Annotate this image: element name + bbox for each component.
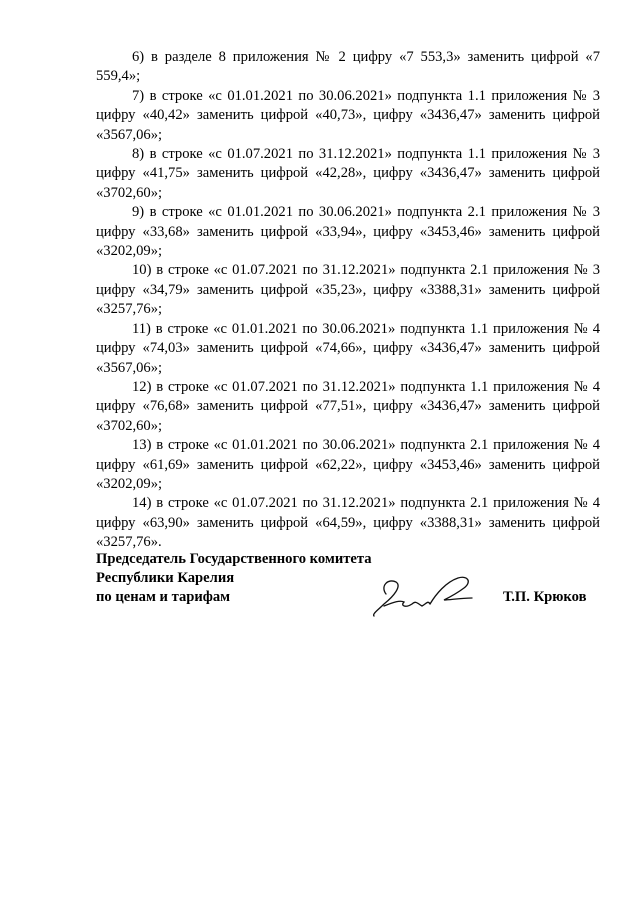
list-item: 12) в строке «с 01.07.2021 по 31.12.2021» подпункта 1.1 приложения № 4 цифру «76,68» заменить цифрой «77,51», цифру «3436,47» заменить цифрой «3702,60»; <box>96 378 600 434</box>
list-item: 8) в строке «с 01.07.2021 по 31.12.2021» подпункта 1.1 приложения № 3 цифру «41,75» заменить цифрой «42,28», цифру «3436,47» заменить цифрой «3702,60»; <box>96 146 600 201</box>
signature-block <box>96 550 600 620</box>
list-item: 13) в строке «с 01.01.2021 по 30.06.2021» подпункта 2.1 приложения № 4 цифру «61,69» заменить цифрой «62,22», цифру «3453,46» заменить цифрой «3202,09»; <box>96 437 600 492</box>
signatory-title-line-2: Республики Карелия <box>96 570 235 586</box>
list-item: 7) в строке «с 01.01.2021 по 30.06.2021» подпункта 1.1 приложения № 3 цифру «40,42» заменить цифрой «40,73», цифру «3436,47» заменить цифрой «3567,06»; <box>96 87 600 143</box>
signatory-title-line-1: Председатель Государственного комитета <box>96 551 372 567</box>
document-body <box>96 48 600 553</box>
list-item: 10) в строке «с 01.07.2021 по 31.12.2021» подпункта 2.1 приложения № 3 цифру «34,79» заменить цифрой «35,23», цифру «3388,31» заменить цифрой «3257,76»; <box>96 262 600 318</box>
handwritten-signature <box>364 564 484 618</box>
signatory-title-line-3: по ценам и тарифам <box>96 589 231 605</box>
list-item: 6) в разделе 8 приложения № 2 цифру «7 553,3» заменить цифрой «7 559,4»; <box>96 49 600 85</box>
list-item: 9) в строке «с 01.01.2021 по 30.06.2021» подпункта 2.1 приложения № 3 цифру «33,68» заменить цифрой «33,94», цифру «3453,46» заменить цифрой «3202,09»; <box>96 204 600 260</box>
list-item: 14) в строке «с 01.07.2021 по 31.12.2021» подпункта 2.1 приложения № 4 цифру «63,90» заменить цифрой «64,59», цифру «3388,31» заменить цифрой «3257,76». <box>96 495 600 551</box>
signatory-name: Т.П. Крюков <box>503 589 587 605</box>
list-item: 11) в строке «с 01.01.2021 по 30.06.2021» подпункта 1.1 приложения № 4 цифру «74,03» заменить цифрой «74,66», цифру «3436,47» заменить цифрой «3567,06»; <box>96 320 600 376</box>
